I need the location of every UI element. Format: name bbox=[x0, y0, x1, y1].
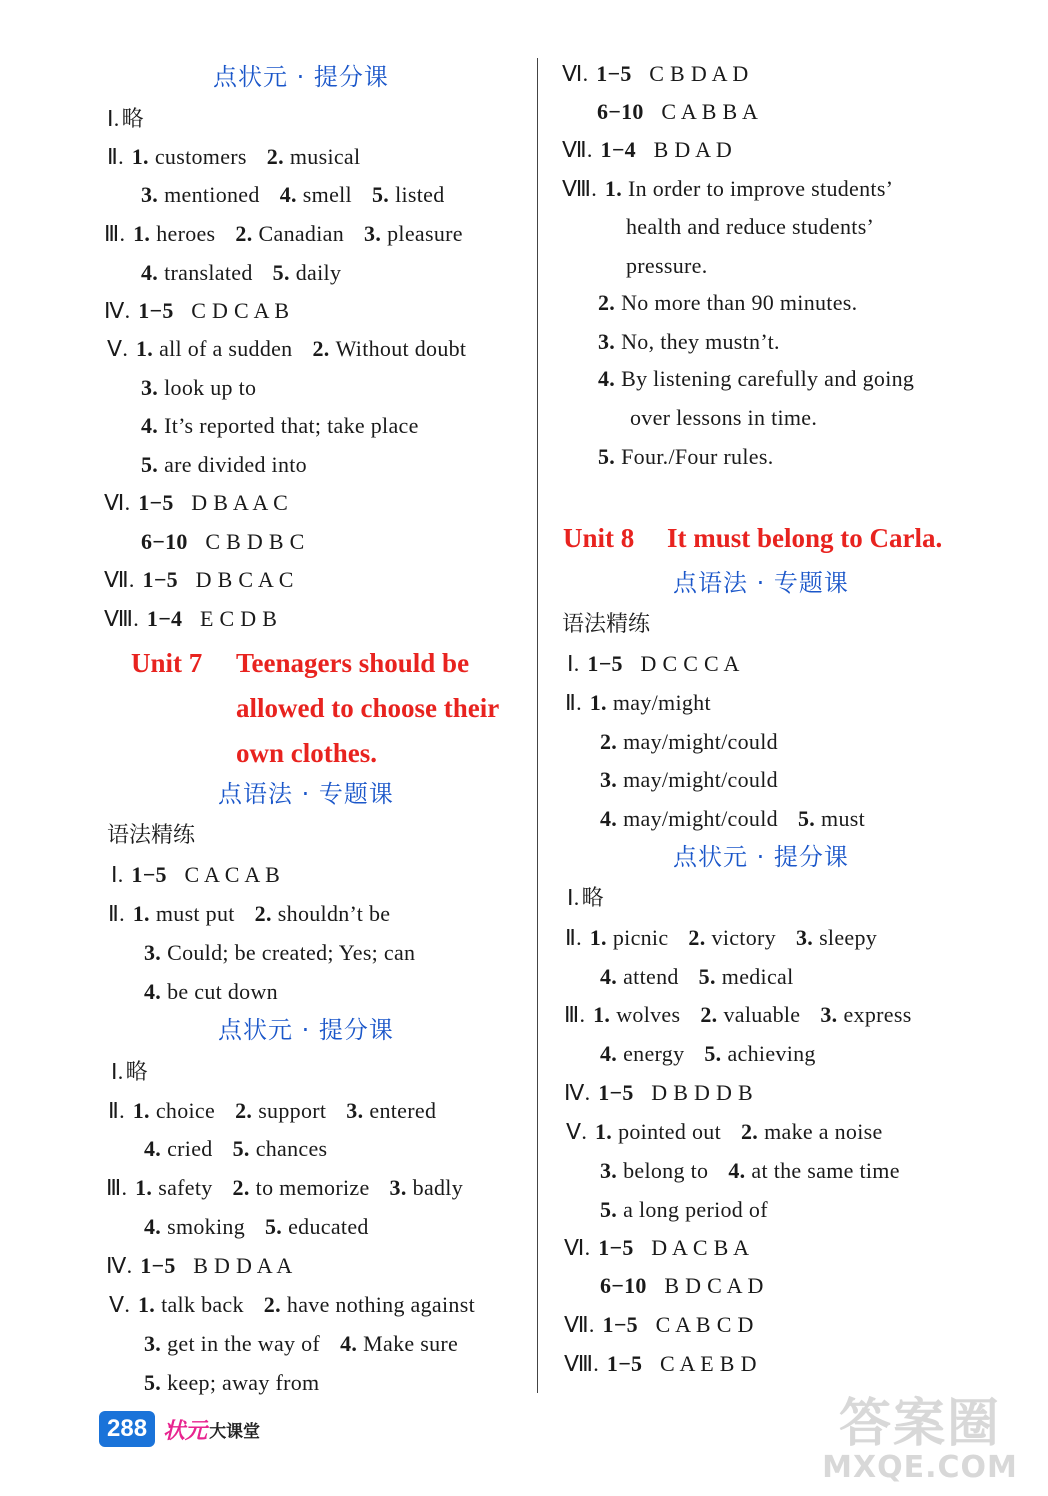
answer-row: Ⅵ. 1−5 C B D A D bbox=[562, 61, 749, 86]
sub-title: 语法精练 bbox=[562, 612, 651, 637]
answer-row: Ⅲ. 1. wolves 2. valuable 3. express bbox=[564, 1002, 912, 1027]
brand-logo: 状元 bbox=[163, 1418, 208, 1444]
answer-row: Ⅰ.略 bbox=[107, 106, 144, 131]
answer-row: Ⅵ. 1−5 D A C B A bbox=[564, 1235, 750, 1260]
answer-row: Ⅴ. 1. talk back 2. have nothing against bbox=[109, 1292, 475, 1317]
unit-title: own clothes. bbox=[236, 738, 377, 768]
answer-row: Ⅷ. 1. In order to improve students’ bbox=[562, 176, 894, 201]
answer-row: 4. be cut down bbox=[144, 979, 278, 1004]
answer-row: 3. belong to 4. at the same time bbox=[600, 1158, 900, 1183]
answer-row: 4. By listening carefully and going bbox=[598, 366, 915, 391]
answer-row: 4. translated 5. daily bbox=[141, 260, 342, 285]
answer-row: Ⅴ. 1. pointed out 2. make a noise bbox=[566, 1119, 883, 1144]
answer-row: 3. look up to bbox=[141, 375, 257, 400]
answer-row: Ⅱ. 1. picnic 2. victory 3. sleepy bbox=[565, 925, 878, 950]
answer-row: Ⅰ. 1−5 C A C A B bbox=[111, 862, 281, 887]
answer-row: 3. No, they mustn’t. bbox=[598, 329, 780, 354]
page-footer bbox=[99, 1410, 260, 1448]
watermark-logo bbox=[810, 1396, 1030, 1486]
answer-row: 6−10 B D C A D bbox=[600, 1273, 764, 1298]
answer-row: Ⅳ. 1−5 D B D D B bbox=[564, 1080, 753, 1105]
answer-row: 5. keep; away from bbox=[144, 1370, 320, 1395]
watermark-url: MXQE.COM bbox=[822, 1450, 1018, 1485]
unit-title: It must belong to Carla. bbox=[667, 523, 943, 553]
answer-row: 5. a long period of bbox=[600, 1197, 768, 1222]
answer-row: 4. smoking 5. educated bbox=[144, 1214, 369, 1239]
answer-row: Ⅰ. 1−5 D C C C A bbox=[567, 651, 740, 676]
answer-row: Ⅶ. 1−4 B D A D bbox=[562, 137, 733, 162]
answer-row: Ⅶ. 1−5 C A B C D bbox=[564, 1312, 754, 1337]
sub-title: 语法精练 bbox=[107, 823, 196, 848]
section-title: 点语法 · 专题课 bbox=[218, 780, 394, 808]
answer-row: Ⅲ. 1. safety 2. to memorize 3. badly bbox=[106, 1175, 464, 1200]
answer-row: Ⅲ. 1. heroes 2. Canadian 3. pleasure bbox=[104, 221, 463, 246]
answer-row: 4. It’s reported that; take place bbox=[141, 413, 419, 438]
answer-row: Ⅰ.略 bbox=[567, 885, 604, 910]
unit-label: Unit 7 bbox=[131, 648, 203, 678]
answer-row: health and reduce students’ bbox=[626, 214, 875, 239]
section-title: 点状元 · 提分课 bbox=[673, 843, 849, 871]
answer-row: 2. No more than 90 minutes. bbox=[598, 290, 858, 315]
answer-row: 4. may/might/could 5. must bbox=[600, 806, 866, 831]
watermark-text: 答案圈 bbox=[838, 1394, 1001, 1454]
answer-row: Ⅰ.略 bbox=[111, 1059, 148, 1084]
answer-row: Ⅵ. 1−5 D B A A C bbox=[104, 490, 289, 515]
section-title: 点状元 · 提分课 bbox=[218, 1016, 394, 1044]
unit-title: allowed to choose their bbox=[236, 693, 500, 723]
answer-row: 4. energy 5. achieving bbox=[600, 1041, 816, 1066]
column-divider bbox=[537, 58, 538, 1393]
answer-row: Ⅶ. 1−5 D B C A C bbox=[104, 567, 294, 592]
answer-row: 4. attend 5. medical bbox=[600, 964, 794, 989]
answer-row: Ⅱ. 1. choice 2. support 3. entered bbox=[108, 1098, 437, 1123]
answer-row: 6−10 C A B B A bbox=[597, 99, 759, 124]
unit-label: Unit 8 bbox=[563, 523, 635, 553]
answer-row: Ⅷ. 1−5 C A E B D bbox=[564, 1351, 757, 1376]
answer-row: Ⅱ. 1. customers 2. musical bbox=[107, 144, 361, 169]
page-number: 288 bbox=[99, 1411, 155, 1447]
answer-row: Ⅱ. 1. may/might bbox=[565, 690, 711, 715]
answer-row: 5. are divided into bbox=[141, 452, 307, 477]
answer-row: 3. Could; be created; Yes; can bbox=[144, 940, 416, 965]
answer-row: Ⅴ. 1. all of a sudden 2. Without doubt bbox=[107, 336, 467, 361]
unit-title: Teenagers should be bbox=[236, 648, 470, 678]
answer-row: 4. cried 5. chances bbox=[144, 1136, 328, 1161]
answer-row: 3. get in the way of 4. Make sure bbox=[144, 1331, 459, 1356]
section-title: 点语法 · 专题课 bbox=[673, 569, 849, 597]
answer-row: 6−10 C B D B C bbox=[141, 529, 305, 554]
brand-subtitle: 大课堂 bbox=[209, 1421, 261, 1442]
answer-row: 5. Four./Four rules. bbox=[598, 444, 774, 469]
answer-row: 3. may/might/could bbox=[600, 767, 778, 792]
answer-row: over lessons in time. bbox=[630, 405, 818, 430]
answer-row: Ⅳ. 1−5 B D D A A bbox=[106, 1253, 293, 1278]
answer-row: Ⅷ. 1−4 E C D B bbox=[104, 606, 278, 631]
section-title: 点状元 · 提分课 bbox=[213, 63, 389, 91]
answer-row: 2. may/might/could bbox=[600, 729, 778, 754]
answer-row: pressure. bbox=[626, 253, 708, 278]
answer-row: 3. mentioned 4. smell 5. listed bbox=[141, 182, 445, 207]
answer-row: Ⅳ. 1−5 C D C A B bbox=[104, 298, 290, 323]
answer-row: Ⅱ. 1. must put 2. shouldn’t be bbox=[108, 901, 391, 926]
